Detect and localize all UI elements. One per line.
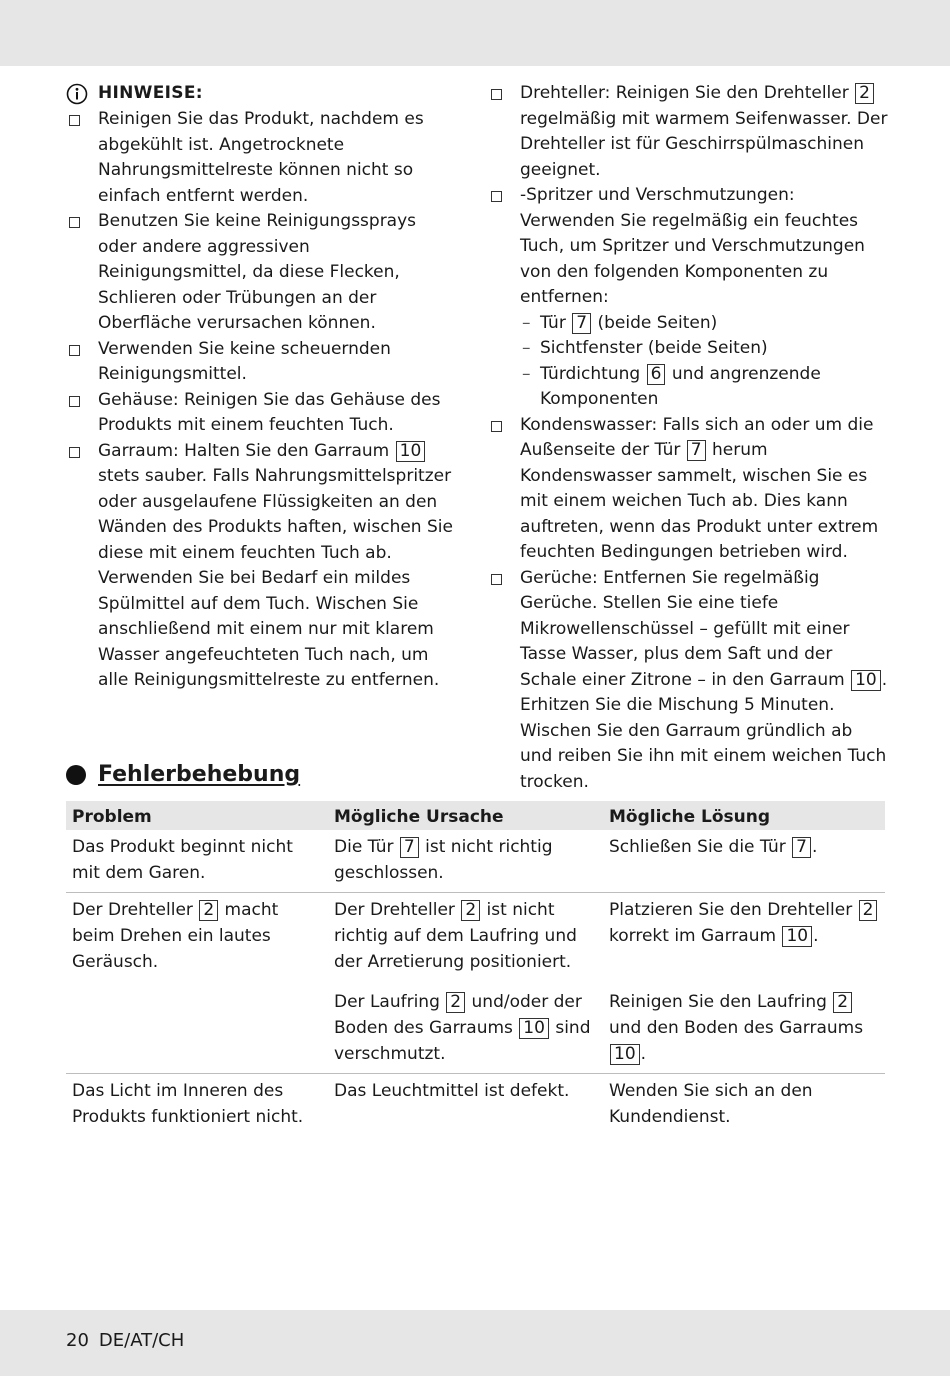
solution-cell bbox=[603, 830, 885, 893]
checkbox-icon bbox=[69, 345, 80, 356]
notes-header bbox=[66, 81, 456, 107]
solution-cell: Wenden Sie sich an den Kundendienst. bbox=[609, 1081, 813, 1127]
part-reference: 2 bbox=[461, 900, 480, 921]
note-text: stets sauber. Falls Nahrungsmittelspritzer oder ausgelaufene Flüssigkeiten an den Wänden des Produkts haften, wischen Sie diese mit einem feuchten Tuch ab. bbox=[98, 466, 453, 563]
cell-text: und/oder der Boden des Garraums bbox=[334, 992, 582, 1038]
cell-text: sind verschmutzt. bbox=[334, 1018, 591, 1064]
sub-text: Türdichtung bbox=[540, 363, 641, 384]
note-item-spritzer bbox=[488, 183, 888, 311]
dash-marker: – bbox=[522, 312, 531, 333]
note-item bbox=[66, 209, 456, 337]
column-header-solution: Mögliche Lösung bbox=[603, 801, 885, 830]
cell-text: Platzieren Sie den Drehteller bbox=[609, 900, 853, 920]
cell-text: Schließen Sie die Tür bbox=[609, 837, 786, 857]
problem-cell: Das Licht im Inneren des Produkts funktioniert nicht. bbox=[72, 1081, 304, 1127]
note-text: Gehäuse: Reinigen Sie das Gehäuse des Produkts mit einem feuchten Tuch. bbox=[98, 389, 441, 435]
cell-text: Der Laufring bbox=[334, 992, 440, 1012]
note-extra-text: Verwenden Sie bei Bedarf ein mildes Spülmittel auf dem Tuch. Wischen Sie anschließend mit einem nur mit klarem Wasser angefeuchteten Tuch nach, um alle Reinigungsmittelreste zu entfernen. bbox=[98, 568, 440, 690]
part-reference: 7 bbox=[792, 837, 811, 858]
part-reference: 6 bbox=[647, 364, 666, 385]
sub-text: und angrenzende Komponenten bbox=[540, 363, 821, 409]
note-text: Garraum: Halten Sie den Garraum bbox=[98, 440, 390, 461]
cell-text: korrekt im Garraum bbox=[609, 926, 777, 946]
note-text: Benutzen Sie keine Reinigungssprays oder andere aggressiven Reinigungsmittel, da diese Flecken, Schlieren oder Trübungen an der Oberfläche verursachen können. bbox=[98, 211, 417, 333]
part-reference: 2 bbox=[833, 992, 852, 1013]
page-number: 20 bbox=[66, 1330, 89, 1351]
sub-item bbox=[488, 362, 888, 413]
part-reference: 7 bbox=[572, 313, 591, 334]
part-reference: 2 bbox=[855, 83, 874, 104]
part-reference: 7 bbox=[400, 837, 419, 858]
note-item-gerueche bbox=[488, 566, 888, 796]
notes-title: HINWEISE: bbox=[98, 83, 203, 104]
part-reference: 10 bbox=[610, 1044, 640, 1065]
note-item bbox=[66, 337, 456, 388]
cell-text: . bbox=[811, 837, 818, 857]
note-text: -Spritzer und Verschmutzungen: Verwenden Sie regelmäßig ein feuchtes Tuch, um Spritzer und Verschmutzungen von den folgenden Komponenten zu entfernen: bbox=[520, 185, 865, 307]
cell-text: ist nicht richtig geschlossen. bbox=[334, 837, 553, 883]
cell-text: Reinigen Sie den Laufring bbox=[609, 992, 827, 1012]
note-text: Reinigen Sie das Produkt, nachdem es abgekühlt ist. Angetrocknete Nahrungsmittelreste können nicht so einfach entfernt werden. bbox=[98, 109, 424, 206]
section-title: Fehlerbehebung bbox=[98, 762, 301, 787]
checkbox-icon bbox=[69, 217, 80, 228]
part-reference: 10 bbox=[851, 670, 881, 691]
note-text: regelmäßig mit warmem Seifenwasser. Der Drehteller ist für Geschirrspülmaschinen geeignet. bbox=[520, 108, 888, 180]
note-text: Verwenden Sie keine scheuernden Reinigungsmittel. bbox=[98, 338, 391, 384]
dash-marker: – bbox=[522, 338, 531, 358]
cause-cell: Das Leuchtmittel ist defekt. bbox=[334, 1081, 570, 1101]
sub-item bbox=[488, 336, 888, 362]
note-item-garraum bbox=[66, 439, 456, 694]
checkbox-icon bbox=[69, 115, 80, 126]
cell-text: Der Drehteller bbox=[334, 900, 455, 920]
dash-marker: – bbox=[522, 363, 531, 384]
notes-column bbox=[66, 81, 456, 694]
note-text: herum Kondenswasser sammelt, wischen Sie es mit einem weichen Tuch ab. Dies kann auftreten, wenn das Produkt unter extrem feuchten Bedingungen betrieben wird. bbox=[520, 440, 879, 562]
cause-cell bbox=[328, 893, 603, 982]
solution-cell bbox=[603, 981, 885, 1074]
cleaning-column bbox=[488, 81, 888, 795]
table-header-row bbox=[66, 801, 885, 830]
sub-item bbox=[488, 311, 888, 337]
language-codes: DE/AT/CH bbox=[98, 1330, 185, 1351]
checkbox-icon bbox=[491, 421, 502, 432]
note-text: Gerüche: Entfernen Sie regelmäßig Gerüche. Stellen Sie eine tiefe Mikrowellenschüssel – gefüllt mit einer Tasse Wasser, plus dem Saft und der Schale einer Zitrone – in den Garraum bbox=[520, 567, 850, 690]
part-reference: 7 bbox=[687, 440, 706, 461]
problem-cell: Das Produkt beginnt nicht mit dem Garen. bbox=[66, 830, 328, 893]
column-header-problem: Problem bbox=[66, 801, 328, 830]
cell-text: . bbox=[813, 926, 819, 946]
table-row bbox=[66, 830, 885, 893]
checkbox-icon bbox=[491, 191, 502, 202]
cell-text: und den Boden des Garraums bbox=[609, 1018, 864, 1038]
section-heading bbox=[66, 762, 300, 787]
sub-text: Sichtfenster (beide Seiten) bbox=[540, 338, 768, 358]
cause-cell bbox=[328, 981, 603, 1074]
info-circle-icon bbox=[66, 83, 88, 105]
note-item-drehteller bbox=[488, 81, 888, 183]
part-reference: 10 bbox=[519, 1018, 549, 1039]
note-item bbox=[66, 388, 456, 439]
cell-text: macht beim Drehen ein lautes Geräusch. bbox=[72, 900, 279, 972]
checkbox-icon bbox=[69, 447, 80, 458]
cell-text: ist nicht richtig auf dem Laufring und der Arretierung positioniert. bbox=[334, 900, 577, 972]
page-footer bbox=[66, 1330, 184, 1351]
sub-text: (beide Seiten) bbox=[597, 312, 718, 333]
cell-text: Die Tür bbox=[334, 837, 394, 857]
sub-text: Tür bbox=[540, 312, 566, 333]
solution-cell bbox=[603, 893, 885, 982]
table-row bbox=[66, 893, 885, 982]
note-item bbox=[66, 107, 456, 209]
checkbox-icon bbox=[491, 574, 502, 585]
cell-text: Der Drehteller bbox=[72, 900, 193, 920]
cell-text: . bbox=[640, 1044, 647, 1064]
part-reference: 2 bbox=[859, 900, 878, 921]
bullet-icon bbox=[66, 765, 86, 785]
checkbox-icon bbox=[491, 89, 502, 100]
part-reference: 10 bbox=[396, 441, 426, 462]
note-text: Drehteller: Reinigen Sie den Drehteller bbox=[520, 83, 849, 103]
checkbox-icon bbox=[69, 396, 80, 407]
header-band bbox=[0, 0, 950, 66]
troubleshooting-table bbox=[66, 801, 885, 1136]
column-header-cause: Mögliche Ursache bbox=[328, 801, 603, 830]
part-reference: 2 bbox=[446, 992, 465, 1013]
note-text: Kondenswasser: Falls sich an oder um die Außenseite der Tür bbox=[520, 414, 874, 460]
note-item-kondenswasser bbox=[488, 413, 888, 566]
table-row bbox=[66, 1074, 885, 1137]
part-reference: 2 bbox=[199, 900, 218, 921]
cause-cell bbox=[328, 830, 603, 893]
part-reference: 10 bbox=[782, 926, 812, 947]
note-text: . Erhitzen Sie die Mischung 5 Minuten. Wischen Sie den Garraum gründlich ab und reiben Sie ihn mit einem weichen Tuch trocken. bbox=[520, 669, 888, 792]
problem-cell bbox=[66, 893, 328, 1074]
